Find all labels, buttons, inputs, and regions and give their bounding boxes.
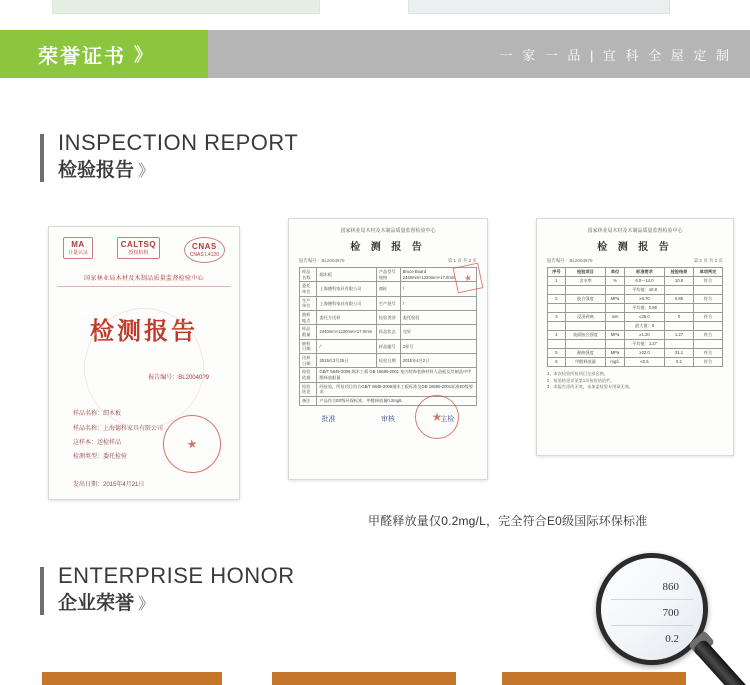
cell: 样品数量 [300, 325, 317, 339]
cell: 2 [548, 295, 566, 304]
cell: 产品符合E0级环保标准，甲醛释放量0.2mg/L [317, 397, 477, 406]
cell: 1 [548, 277, 566, 286]
cell: MPa [606, 331, 625, 340]
cell: 0 [664, 313, 693, 322]
cell: 完好 [400, 325, 476, 339]
cell [565, 286, 605, 295]
inspection-title-en: INSPECTION REPORT [58, 130, 299, 155]
table-row [548, 331, 723, 340]
certificate-2-page-no: 第 1 页 共 2 页 [447, 258, 477, 263]
certificate-3-org: 国家林业局木材及木制品质量监督检验中心 [587, 228, 683, 234]
signature-review: 审核 [380, 415, 395, 424]
col-header: 序号 [548, 268, 566, 277]
cell: 6 [548, 358, 566, 367]
cell: 符合 [693, 295, 722, 304]
cell [693, 322, 722, 331]
cell: 平均值：0.86 [625, 304, 665, 313]
cell [606, 304, 625, 313]
formaldehyde-caption: 甲醛释放量仅0.2mg/L，完全符合E0级国际环保标准 [368, 514, 648, 528]
cell: 平均值：1.27 [625, 340, 665, 349]
magnified-value: 700 [611, 600, 693, 626]
cell [664, 286, 693, 295]
table-row [548, 349, 723, 358]
cell: 细木板 [317, 268, 376, 282]
cell: 平均值：10.8 [625, 286, 665, 295]
inspection-title-cn: 检验报告 [58, 160, 135, 181]
table-row [548, 304, 723, 313]
cell: 抽样地点 [300, 311, 317, 325]
magnifier-icon [596, 553, 746, 685]
table-row [300, 268, 477, 282]
banner-green-block [0, 30, 208, 78]
cell: 2015年4月2日 [400, 354, 476, 368]
cell: ≥0.70 [625, 295, 665, 304]
cell: 样品状态 [376, 325, 400, 339]
cell: 检验日期 [376, 354, 400, 368]
certificate-2-corner-stamp [453, 263, 484, 294]
cell [606, 322, 625, 331]
cell: 0.86 [664, 295, 693, 304]
col-header: 检验项目 [565, 268, 605, 277]
table-row [300, 339, 477, 353]
cell: 生产单位 [300, 296, 317, 310]
honor-title-en: ENTERPRISE HONOR [58, 563, 295, 588]
footnote: 3、本报告涂改无效，未加盖检验专用章无效。 [547, 384, 634, 390]
certificate-3-table [547, 267, 723, 367]
cell [565, 322, 605, 331]
cell: 最大值：0 [625, 322, 665, 331]
certificate-image-3[interactable] [536, 218, 734, 456]
certificate-3-meta [547, 258, 723, 264]
cell: / [317, 339, 376, 353]
banner-title: 荣誉证书 [38, 45, 126, 68]
cell: % [606, 277, 625, 286]
cell: ≥22.0 [625, 349, 665, 358]
table-row [548, 322, 723, 331]
cell: ≥1.20 [625, 331, 665, 340]
certificate-1-field: 样品名称：上海德科家具有限公司 [73, 425, 164, 432]
certificate-1-badges [57, 235, 231, 263]
cell: MPa [606, 349, 625, 358]
caltsq-badge-abbr: CALTSQ [120, 240, 157, 249]
table-row [300, 296, 477, 310]
cell: ≤0.5 [625, 358, 665, 367]
cell: 抽样日期 [300, 339, 317, 353]
honor-thumbnail-3[interactable] [502, 672, 686, 685]
honor-title-cn-wrap [58, 591, 295, 618]
top-thumbnail-left [52, 0, 320, 14]
table-row [548, 277, 723, 286]
cell: Bruce Board 2440mm×1220mm×17.0mm [400, 268, 476, 282]
cell: 委托方送样 [317, 311, 376, 325]
certificate-2-title: 检 测 报 告 [350, 242, 426, 253]
cell: 5 [548, 349, 566, 358]
cell [606, 286, 625, 295]
ma-badge [63, 237, 93, 259]
cell: 备注 [300, 397, 317, 406]
cell: 委托检验 [400, 311, 476, 325]
cell: 10.8 [664, 277, 693, 286]
cell: / [400, 282, 476, 296]
cell: 经检验，所检项目符合GB/T 5849-2006细木工板标准及GB 18580-2001标准E0级要求 [317, 382, 477, 396]
table-row [300, 282, 477, 296]
cell: 符合 [693, 358, 722, 367]
certificate-2-org: 国家林业局木材及木制品质量监督检验中心 [340, 228, 436, 234]
signature-approve: 批准 [321, 415, 336, 424]
cell: 0.2 [664, 358, 693, 367]
cell: MPa [606, 295, 625, 304]
cell [606, 340, 625, 349]
certificate-watermark [84, 308, 204, 428]
certificate-1-title: 检测报告 [90, 319, 198, 346]
caltsq-badge-sub: 授权机构 [128, 250, 149, 256]
banner-slogan: 一 家 一 品 | 宜 科 全 屋 定 制 [499, 47, 732, 63]
certificate-3-report-no: 报告编号：BL2004679 [547, 258, 593, 263]
table-row [300, 368, 477, 382]
certificate-1-field: 检测类型：委托检验 [73, 454, 128, 461]
table-row [548, 340, 723, 349]
certificate-2-body [289, 219, 487, 479]
certificate-2-report-no: 报告编号：BL2004679 [299, 258, 345, 263]
cell: 样品编号 [376, 339, 400, 353]
cell: 胶合强度 [565, 295, 605, 304]
cell: 符合 [693, 349, 722, 358]
cell: 符合 [693, 331, 722, 340]
cell: / [400, 296, 476, 310]
table-row [548, 295, 723, 304]
cell: 上海德科家具有限公司 [317, 282, 376, 296]
magnified-value: 0.2 [665, 633, 679, 645]
certificate-1-report-no: 报告编号：BL20040?9 [148, 375, 209, 382]
cnas-badge-abbr: CNAS [192, 242, 217, 251]
magnified-values [601, 558, 703, 660]
cell [693, 304, 722, 313]
honor-thumbnail-row [0, 672, 750, 685]
honor-title-cn: 企业荣誉 [58, 593, 135, 614]
cell: 3 [548, 313, 566, 322]
certificate-3-body [537, 219, 733, 455]
cell: 检验类别 [376, 311, 400, 325]
certificate-image-2[interactable] [288, 218, 488, 480]
honor-thumbnail-2[interactable] [272, 672, 456, 685]
cell: 检验结论 [300, 382, 317, 396]
top-thumbnail-strip [0, 0, 750, 14]
cell: 上海德科家具有限公司 [317, 296, 376, 310]
cell: 委托单位 [300, 282, 317, 296]
cell: 符合 [693, 277, 722, 286]
enterprise-honor-heading [40, 563, 295, 618]
cell: 商标 [376, 282, 400, 296]
inspection-title-cn-wrap [58, 158, 298, 185]
cell [565, 304, 605, 313]
cell [548, 340, 566, 349]
certificate-1-field: 这样本：送检样品 [73, 440, 122, 447]
table-row [300, 325, 477, 339]
honor-certificate-banner [0, 30, 750, 78]
certificate-1-body [49, 227, 239, 499]
cell [664, 304, 693, 313]
certificate-image-1[interactable] [48, 226, 240, 500]
cell: 31.1 [664, 349, 693, 358]
col-header: 检验结果 [664, 268, 693, 277]
footnote: 1、本次检验所检项目全部合格。 [547, 371, 608, 376]
top-thumbnail-right [408, 0, 670, 14]
cell [664, 322, 693, 331]
heading-accent-bar [40, 567, 44, 615]
ma-badge-abbr: MA [71, 240, 85, 249]
cell [548, 286, 566, 295]
cell [693, 340, 722, 349]
table-row [548, 358, 723, 367]
certificate-1-issue-date: 发出日期：2015年4月21日 [73, 481, 145, 488]
cell [693, 286, 722, 295]
cell: 甲醛释放量 [565, 358, 605, 367]
certificate-2-table [299, 267, 477, 406]
table-row [300, 382, 477, 396]
cell: 静曲强度 [565, 349, 605, 358]
cell: 2样号 [400, 339, 476, 353]
chevron-right-icon: 》 [134, 45, 152, 65]
cell: 含水率 [565, 277, 605, 286]
cell: 6.0～14.0 [625, 277, 665, 286]
col-header: 单位 [606, 268, 625, 277]
table-row [300, 311, 477, 325]
certificate-3-footnotes [547, 371, 723, 391]
honor-title-arrow-icon: 》 [138, 596, 155, 613]
cell [664, 340, 693, 349]
cell: 生产批号 [376, 296, 400, 310]
col-header: 单项判定 [693, 268, 722, 277]
cell [548, 304, 566, 313]
inspection-title-arrow-icon: 》 [138, 163, 155, 180]
cell: 符合 [693, 313, 722, 322]
table-row [548, 286, 723, 295]
corner-stamp-star-icon: ★ [462, 271, 473, 284]
cell: 浸渍剥离 [565, 313, 605, 322]
caltsq-badge [117, 237, 160, 259]
table-header-row [548, 268, 723, 277]
cell: 2440mm×1220mm×17.0mm [317, 325, 376, 339]
cell [548, 322, 566, 331]
cell: 样品名称 [300, 268, 317, 282]
table-row [300, 354, 477, 368]
certificate-2-meta [299, 258, 477, 264]
cell: 1.27 [664, 331, 693, 340]
cell: mm [606, 313, 625, 322]
cell: 产品型号规格 [376, 268, 400, 282]
inspection-report-heading [40, 130, 298, 185]
cnas-badge [184, 237, 225, 263]
cell: ≤25.0 [625, 313, 665, 322]
certificate-1-org: 国家林业局木材及木制品质量监督检验中心 [57, 273, 231, 287]
certificate-3-title: 检 测 报 告 [597, 242, 673, 253]
certificate-2-stamp [415, 395, 459, 439]
cell: 送样日期 [300, 354, 317, 368]
ma-badge-sub: 计量认证 [67, 250, 88, 256]
magnified-value: 860 [611, 574, 693, 600]
col-header: 标准要求 [625, 268, 665, 277]
cell: 2015年3月25日 [317, 354, 376, 368]
table-row [548, 313, 723, 322]
seal-star-icon: ★ [185, 436, 199, 452]
cell: mg/L [606, 358, 625, 367]
cnas-badge-sub: CNAS L4120 [189, 252, 219, 258]
cell: GB/T 5849-2006 细木工板 GB 18580-2001 室内装饰装修材料人造板及其制品中甲醛释放限量 [317, 368, 477, 382]
stamp-star-icon: ★ [431, 410, 443, 424]
certificate-1-field: 样品名称：细木板 [73, 411, 122, 418]
honor-thumbnail-1[interactable] [42, 672, 222, 685]
cell [565, 340, 605, 349]
signature-inspector: 主检 [440, 415, 455, 424]
footnote: 2、检验结论详见第1页检验结论栏。 [547, 377, 615, 383]
certificate-3-page-no: 第 2 页 共 2 页 [693, 258, 723, 263]
heading-accent-bar [40, 134, 44, 182]
cell: 表面胶合强度 [565, 331, 605, 340]
cell: 4 [548, 331, 566, 340]
cell: 检验依据 [300, 368, 317, 382]
